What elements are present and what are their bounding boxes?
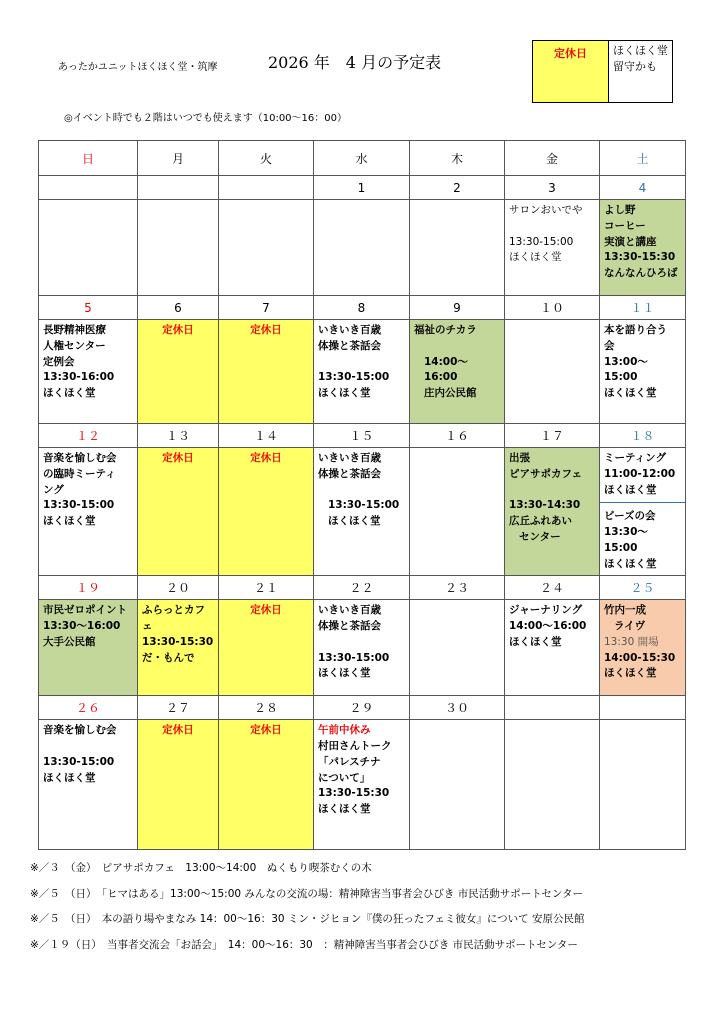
event-line: ェ bbox=[142, 620, 153, 632]
event-line: ほくほく堂 bbox=[43, 515, 96, 527]
event-line: 13:30-15:00 bbox=[328, 499, 400, 512]
event-line: 13:00～15:00 bbox=[604, 355, 648, 384]
event-line: 福祉のチカラ bbox=[414, 324, 477, 336]
second-event bbox=[600, 502, 685, 572]
date-number: １９ bbox=[39, 576, 138, 600]
day-event-cell bbox=[138, 320, 219, 424]
event-row bbox=[39, 600, 686, 696]
day-event-cell bbox=[219, 720, 314, 850]
weekday-sat: 土 bbox=[600, 141, 686, 176]
event-line: いきいき百歳 bbox=[318, 452, 381, 464]
event-line: 会 bbox=[604, 339, 615, 352]
event-line: いきいき百歳 bbox=[318, 324, 381, 336]
event-line: 人権センター bbox=[43, 339, 106, 352]
day-event-cell bbox=[138, 600, 219, 696]
date-number: ２１ bbox=[219, 576, 314, 600]
day-event-cell bbox=[600, 448, 686, 576]
event-line bbox=[414, 339, 500, 355]
event-line: 13:30-15:00 bbox=[43, 755, 115, 768]
weekday-fri: 金 bbox=[505, 141, 600, 176]
event-line: 大手公民館 bbox=[43, 635, 96, 648]
weekday-mon: 月 bbox=[138, 141, 219, 176]
event-line: ミーティング bbox=[604, 452, 666, 464]
day-event-cell bbox=[138, 448, 219, 576]
footnote: ※／３ （金） ピアサポカフェ 13:00～14:00 ぬくもり喫茶むくの木 bbox=[30, 862, 372, 874]
day-event-cell bbox=[314, 320, 410, 424]
day-event-cell bbox=[600, 720, 686, 850]
event-line: 体操と茶話会 bbox=[318, 620, 381, 632]
day-event-cell bbox=[138, 200, 219, 296]
event-line: 市民ゼロポイント bbox=[43, 604, 127, 617]
event-line: 広丘ふれあい bbox=[509, 515, 572, 527]
date-number: 5 bbox=[39, 296, 138, 320]
day-event-cell bbox=[505, 448, 600, 576]
event-line: ビーズの会 bbox=[604, 510, 656, 523]
event-line: について」 bbox=[318, 771, 371, 784]
day-event-cell bbox=[39, 720, 138, 850]
date-number: 1 bbox=[314, 176, 410, 200]
event-line: 「パレスチナ bbox=[318, 755, 381, 768]
event-line: 13:30-15:30 bbox=[142, 635, 214, 648]
page-title: 2026 年 4 月の予定表 bbox=[268, 53, 442, 72]
event-line bbox=[43, 739, 133, 755]
event-line bbox=[318, 355, 405, 371]
event-line: 音楽を愉しむ会 bbox=[43, 452, 117, 464]
weekday-tue: 火 bbox=[219, 141, 314, 176]
event-line: サロンおいでや bbox=[509, 204, 583, 216]
event-row bbox=[39, 448, 686, 576]
event-line: ほくほく堂 bbox=[318, 387, 371, 399]
footnote: ※／５ （日） 「ヒマはある」13:00～15:00 みんなの交流の場：精神障害当事者会ひびき 市民活動サポートセンター bbox=[30, 888, 584, 900]
date-number: 6 bbox=[138, 296, 219, 320]
event-row bbox=[39, 320, 686, 424]
event-line: ほくほく堂 bbox=[604, 557, 657, 570]
event-line: 13:30～15:00 bbox=[604, 526, 648, 554]
date-number bbox=[505, 696, 600, 720]
event-line bbox=[509, 219, 595, 235]
event-line: 竹内一成 bbox=[604, 604, 646, 617]
organization-name: あったかユニットほくほく堂・筑摩 bbox=[58, 62, 218, 73]
event-line: コーヒー bbox=[604, 219, 646, 232]
date-row bbox=[39, 424, 686, 448]
event-line: 長野精神医療 bbox=[43, 324, 106, 336]
event-line: 実演と講座 bbox=[604, 235, 657, 248]
event-line: ほくほく堂 bbox=[318, 667, 371, 680]
weekday-wed: 水 bbox=[314, 141, 410, 176]
day-event-cell bbox=[600, 600, 686, 696]
day-event-cell bbox=[39, 600, 138, 696]
day-event-cell bbox=[39, 448, 138, 576]
event-line: ほくほく堂 bbox=[509, 635, 562, 648]
event-row bbox=[39, 720, 686, 850]
usage-note: ◎イベント時でも２階はいつでも使えます（10:00～16：00） bbox=[64, 113, 347, 124]
date-number: ２７ bbox=[138, 696, 219, 720]
date-number bbox=[600, 696, 686, 720]
event-line: 13:30-14:30 bbox=[509, 499, 581, 512]
day-event-cell bbox=[505, 320, 600, 424]
day-event-cell bbox=[39, 320, 138, 424]
event-line: なんなんひろば bbox=[604, 267, 678, 279]
date-number: １５ bbox=[314, 424, 410, 448]
event-line: 11:00-12:00 bbox=[604, 467, 676, 480]
day-event-cell bbox=[219, 448, 314, 576]
event-line bbox=[318, 483, 405, 499]
date-number: １０ bbox=[505, 296, 600, 320]
date-number: ２０ bbox=[138, 576, 219, 600]
date-number: １７ bbox=[505, 424, 600, 448]
date-row bbox=[39, 296, 686, 320]
event-line: ほくほく堂 bbox=[509, 251, 562, 264]
date-number: 9 bbox=[410, 296, 505, 320]
event-line: 定休日 bbox=[250, 324, 282, 336]
event-line: 13:30-15:00 bbox=[318, 371, 390, 384]
date-number: ２２ bbox=[314, 576, 410, 600]
event-line: ライヴ bbox=[614, 620, 646, 632]
event-line: 音楽を愉しむ会 bbox=[43, 724, 117, 737]
date-number: ２４ bbox=[505, 576, 600, 600]
date-number: １２ bbox=[39, 424, 138, 448]
event-line: ピアサポカフェ bbox=[509, 467, 582, 480]
calendar-table bbox=[38, 140, 686, 850]
date-number: ２８ bbox=[219, 696, 314, 720]
day-event-cell bbox=[138, 720, 219, 850]
day-event-cell bbox=[505, 200, 600, 296]
date-number: 7 bbox=[219, 296, 314, 320]
day-event-cell bbox=[600, 200, 686, 296]
event-line: ふらっとカフ bbox=[142, 604, 205, 617]
date-number: ２９ bbox=[314, 696, 410, 720]
event-line: ほくほく堂 bbox=[604, 667, 657, 680]
weekday-header-row bbox=[39, 141, 686, 176]
event-line: ほくほく堂 bbox=[604, 483, 657, 496]
date-number: 2 bbox=[410, 176, 505, 200]
event-line: センター bbox=[519, 530, 561, 543]
date-number: １８ bbox=[600, 424, 686, 448]
event-line: 体操と茶話会 bbox=[318, 339, 381, 352]
event-line: 定休日 bbox=[250, 604, 282, 617]
event-line: 13:30 開場 bbox=[604, 635, 659, 648]
event-line: 午前中休み bbox=[318, 724, 371, 737]
date-number: 4 bbox=[600, 176, 686, 200]
day-event-cell bbox=[219, 200, 314, 296]
date-number: １１ bbox=[600, 296, 686, 320]
event-line: ほくほく堂 bbox=[318, 803, 371, 815]
event-line: ほくほく堂 bbox=[43, 387, 96, 399]
day-event-cell bbox=[314, 600, 410, 696]
event-line: 定休日 bbox=[162, 724, 194, 737]
day-event-cell bbox=[600, 320, 686, 424]
event-line: ほくほく堂 bbox=[604, 387, 657, 399]
legend-box bbox=[532, 40, 673, 103]
date-number bbox=[39, 176, 138, 200]
event-line: 14:00～16:00 bbox=[509, 620, 587, 632]
day-event-cell bbox=[219, 600, 314, 696]
event-line: だ・もんで bbox=[142, 651, 195, 664]
day-event-cell bbox=[505, 600, 600, 696]
date-row bbox=[39, 696, 686, 720]
date-row bbox=[39, 576, 686, 600]
event-line: 庄内公民館 bbox=[424, 387, 477, 399]
day-event-cell bbox=[314, 448, 410, 576]
footnote: ※／１９（日） 当事者交流会「お話会」 14：00～16：30 ：精神障害当事者会ひびき 市民活動サポートセンター bbox=[30, 939, 578, 951]
event-row bbox=[39, 200, 686, 296]
event-line: 13:30～16:00 bbox=[43, 620, 121, 632]
event-line: 定例会 bbox=[43, 355, 75, 368]
event-line: 体操と茶話会 bbox=[318, 467, 381, 480]
date-number: ２３ bbox=[410, 576, 505, 600]
event-line: ほくほく堂 bbox=[43, 771, 96, 784]
event-line: 14:00～16:00 bbox=[424, 355, 468, 384]
event-line: 13:30-15:00 bbox=[318, 651, 390, 664]
day-event-cell bbox=[410, 320, 505, 424]
day-event-cell bbox=[505, 720, 600, 850]
day-event-cell bbox=[314, 200, 410, 296]
day-event-cell bbox=[410, 200, 505, 296]
footnote: ※／５ （日） 本の語り場やまなみ 14：00～16：30 ミン・ジヒョン『僕の狂ったフェミ彼女』について 安原公民館 bbox=[30, 913, 585, 925]
event-line: 定休日 bbox=[250, 452, 282, 464]
day-event-cell bbox=[314, 720, 410, 850]
date-row bbox=[39, 176, 686, 200]
event-line: ほくほく堂 bbox=[328, 515, 381, 527]
legend-holiday-label: 定休日 bbox=[533, 41, 609, 102]
date-number bbox=[219, 176, 314, 200]
date-number: 3 bbox=[505, 176, 600, 200]
legend-holiday-text: ほくほく堂留守かも bbox=[613, 44, 668, 73]
event-line: 本を語り合う bbox=[604, 324, 667, 336]
event-line: 13:30-15:00 bbox=[43, 499, 115, 512]
event-line: ジャーナリング bbox=[509, 604, 583, 617]
event-line: 13:30-15:00 bbox=[509, 235, 574, 248]
event-line: 13:30-16:00 bbox=[43, 371, 115, 384]
event-line: 村田さんトーク bbox=[318, 740, 392, 752]
event-line: 定休日 bbox=[250, 724, 282, 737]
date-number: ２５ bbox=[600, 576, 686, 600]
event-line: よし野 bbox=[604, 204, 636, 216]
day-event-cell bbox=[410, 720, 505, 850]
event-line bbox=[318, 635, 405, 651]
event-line: 定休日 bbox=[162, 452, 194, 464]
date-number: １６ bbox=[410, 424, 505, 448]
event-line bbox=[509, 483, 595, 499]
event-line: 14:00-15:30 bbox=[604, 651, 676, 664]
weekday-sun: 日 bbox=[39, 141, 138, 176]
event-line: 定休日 bbox=[162, 324, 194, 336]
event-line: 13:30-15:30 bbox=[604, 251, 676, 264]
event-line: の臨時ミーティ bbox=[43, 467, 116, 480]
date-number: １３ bbox=[138, 424, 219, 448]
event-line: ング bbox=[43, 483, 64, 496]
date-number bbox=[138, 176, 219, 200]
event-line: いきいき百歳 bbox=[318, 604, 381, 617]
day-event-cell bbox=[410, 448, 505, 576]
event-line: 出張 bbox=[509, 452, 530, 464]
day-event-cell bbox=[410, 600, 505, 696]
date-number: 8 bbox=[314, 296, 410, 320]
day-event-cell bbox=[219, 320, 314, 424]
day-event-cell bbox=[39, 200, 138, 296]
date-number: ２６ bbox=[39, 696, 138, 720]
date-number: １４ bbox=[219, 424, 314, 448]
event-line: 13:30-15:30 bbox=[318, 787, 390, 800]
weekday-thu: 木 bbox=[410, 141, 505, 176]
date-number: ３０ bbox=[410, 696, 505, 720]
